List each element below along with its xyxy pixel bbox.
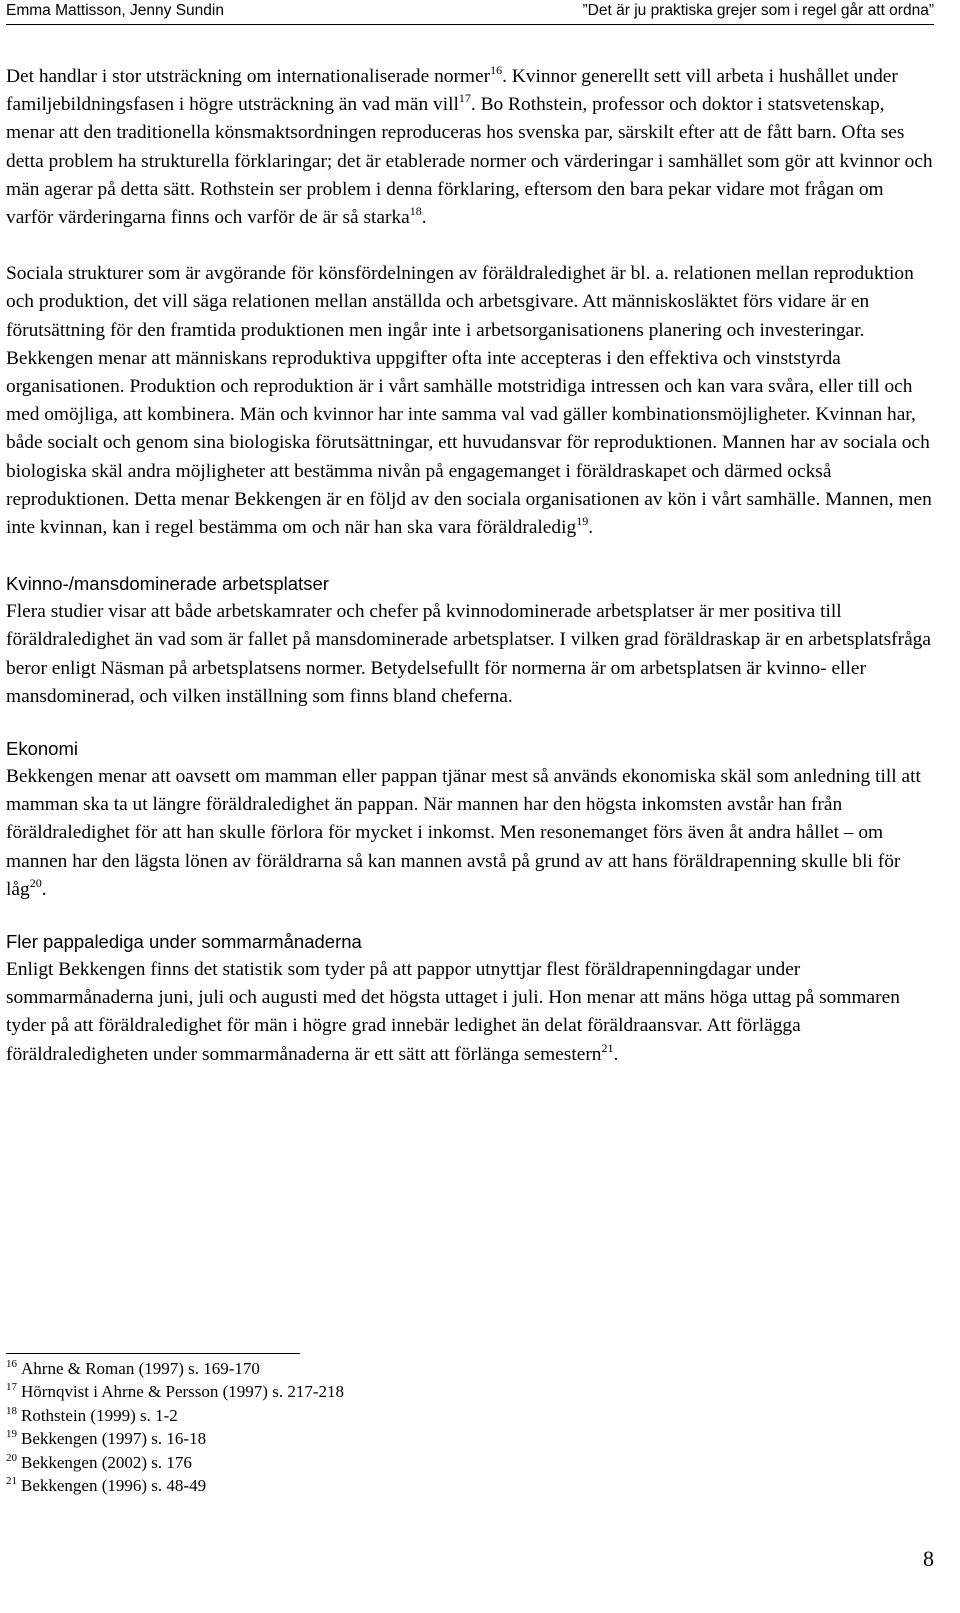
section-workplaces: [6, 570, 934, 711]
footnote-item: $^{20}$ Bekkengen (2002) s. 176: [6, 1451, 192, 1472]
running-header: [6, 0, 934, 26]
header-title: ”Det är ju praktiska grejer som i regel går att ordna”: [582, 2, 934, 19]
footnote-item: $^{19}$ Bekkengen (1997) s. 16-18: [6, 1428, 207, 1449]
footnote-item: $^{21}$ Bekkengen (1996) s. 48-49: [6, 1475, 207, 1496]
page-number: 8: [923, 1546, 934, 1571]
footnote-ref: 18: [409, 204, 422, 219]
footnote-ref: 16: [490, 63, 503, 77]
section-summer-months: [6, 928, 934, 1069]
footnote-ref: 20: [29, 875, 42, 890]
body-text: [6, 63, 934, 1093]
section-heading: Fler pappalediga under sommarmånaderna: [6, 931, 362, 953]
paragraph-norms: Det handlar i stor utsträckning om internationaliserade normer$^{16}$. Kvinnor generellt sett vill arbeta i hushållet under familjebildningsfasen i högre utsträckning än vad män vill$^{17}$. Bo Rothstein, professor och doktor i statsvetenskap, menar att den traditionella könsmaktsordningen reproduceras hos svenska par, särskilt efter att de fått barn. Ofta ses detta problem ha strukturella förklaringar; det är etablerade normer och värderingar i samhället som gör att kvinnor och män agerar på detta sätt. Rothstein ser problem i denna förklaring, eftersom den bara pekar vidare mot frågan om varför värderingarna finns och varför de är så starka$^{18}$.: [6, 63, 933, 229]
header-rule: [6, 24, 934, 25]
footnote-item: $^{18}$ Rothstein (1999) s. 1-2: [6, 1404, 178, 1425]
footnote-item: $^{16}$ Ahrne & Roman (1997) s. 169-170: [6, 1358, 260, 1378]
footnote-item: $^{17}$ Hörnqvist i Ahrne & Persson (1997) s. 217-218: [6, 1381, 344, 1402]
section-paragraph: Enligt Bekkengen finns det statistik som tyder på att pappor utnyttjar flest föräldrapenningdagar under sommarmånaderna juni, juli och augusti med det högsta uttaget i juli. Hon menar att mäns höga uttag på sommaren tyder på att föräldraledighet för män i högre grad innebär ledighet än delat föräldraansvar. Att förlägga föräldraledigheten under sommarmånaderna är ett sätt att förlänga semestern$^{21}$.: [6, 959, 900, 1065]
footnotes: [6, 1357, 344, 1497]
footnote-separator: [6, 1353, 300, 1354]
section-paragraph: Bekkengen menar att oavsett om mamman eller pappan tjänar mest så används ekonomiska skäl som anledning till att mamman ska ta ut längre föräldraledighet än pappan. När mannen har den högsta inkomsten avstår han från föräldraledighet för att han skulle förlora för mycket i inkomst. Men resonemanget förs även åt andra hållet – om mannen har den lägsta lönen av föräldrarna så kan mannen avstå på grund av att hans föräldrapenning skulle bli för låg$^{20}$.: [6, 766, 921, 900]
section-paragraph: Flera studier visar att både arbetskamrater och chefer på kvinnodominerade arbetsplatser är mer positiva till föräldraledighet än vad som är fallet på mansdominerade arbetsplatser. I vilken grad föräldraskap är en arbetsplatsfråga beror enligt Näsman på arbetsplatsens normer. Betydelsefullt för normerna är om arbetsplatsen är kvinno- eller mansdominerad, och vilken inställning som finns bland cheferna.: [6, 601, 931, 707]
header-authors: Emma Mattisson, Jenny Sundin: [6, 2, 224, 19]
paragraph-social-structures: Sociala strukturer som är avgörande för könsfördelningen av föräldraledighet är bl. a. relationen mellan reproduktion och produktion, det vill säga relationen mellan anställda och arbetsgivare. Att människosläktet förs vidare är en förutsättning för den framtida produktionen men ingår inte i arbetsorganisationens planering och investeringar. Bekkengen menar att människans reproduktiva uppgifter ofta inte accepteras i den effektiva och vinststyrda organisationen. Produktion och reproduktion är i vårt samhälle motstridiga intressen och kan vara svåra, eller till och med omöjliga, att kombinera. Män och kvinnor har inte samma val vad gäller kombinationsmöjligheter. Kvinnan har, både socialt och genom sina biologiska förutsättningar, ett huvudansvar för reproduktionen. Mannen har av sociala och biologiska skäl andra möjligheter att bestämma nivån på engagemanget i föräldraskapet och därmed också reproduktionen. Detta menar Bekkengen är en följd av den sociala organisationen av kön i vårt samhälle. Mannen, men inte kvinnan, kan i regel bestämma om och när han ska vara föräldraledig$^{19}$.: [6, 263, 932, 539]
section-heading: Kvinno-/mansdominerade arbetsplatser: [6, 573, 329, 595]
footnote-ref: 21: [601, 1040, 614, 1055]
section-heading: Ekonomi: [6, 738, 78, 760]
footnote-ref: 17: [458, 91, 471, 106]
section-economy: [6, 735, 934, 904]
footnote-ref: 19: [576, 514, 589, 529]
